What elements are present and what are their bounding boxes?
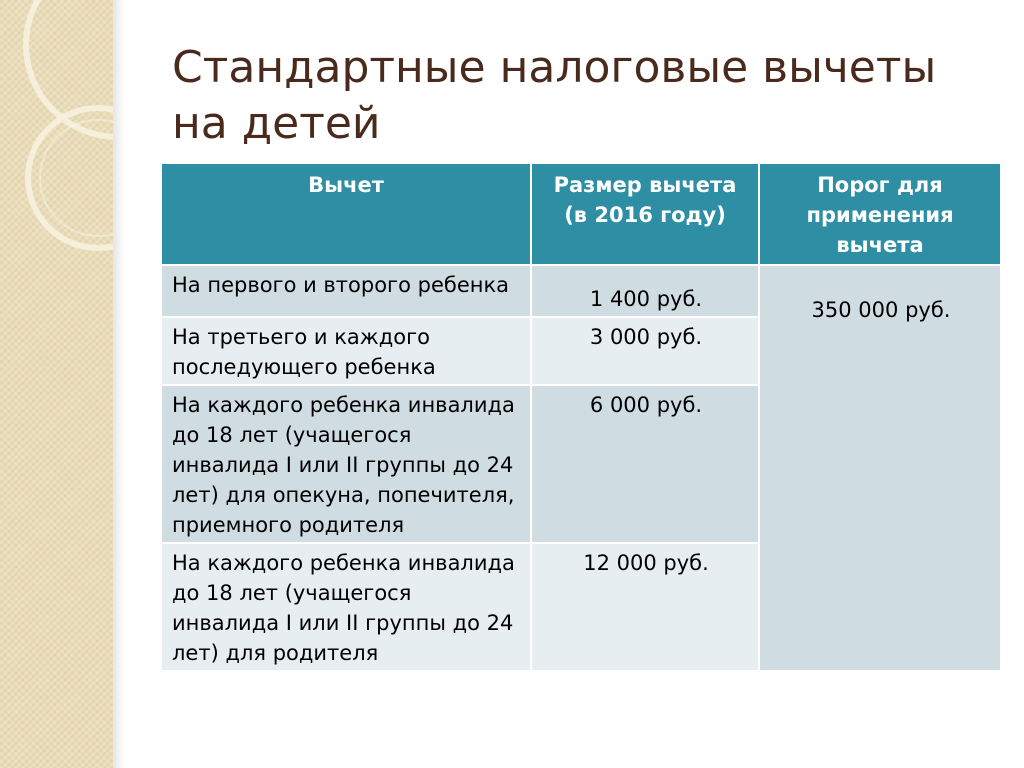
table-row (161, 265, 1001, 317)
deduction-cell: На третьего и каждого последующего ребенка (161, 317, 531, 385)
threshold-cell: 350 000 руб. (759, 265, 1001, 671)
deductions-table (160, 162, 1002, 672)
table-header-row (161, 163, 1001, 265)
decorative-circles-icon (0, 0, 113, 768)
amount-cell: 1 400 руб. (531, 265, 759, 317)
deduction-cell: На каждого ребенка инвалида до 18 лет (учащегося инвалида I или II группы до 24 лет) для родителя (161, 543, 531, 671)
deduction-cell: На каждого ребенка инвалида до 18 лет (учащегося инвалида I или II группы до 24 лет) для опекуна, попечителя, приемного родителя (161, 385, 531, 543)
amount-cell: 12 000 руб. (531, 543, 759, 671)
header-deduction: Вычет (161, 163, 531, 265)
strip-shadow (113, 0, 125, 768)
amount-cell: 6 000 руб. (531, 385, 759, 543)
decorative-side-strip (0, 0, 113, 768)
header-threshold: Порог для применения вычета (759, 163, 1001, 265)
deduction-cell: На первого и второго ребенка (161, 265, 531, 317)
slide-title: Стандартные налоговые вычеты на детей (172, 42, 937, 149)
amount-cell: 3 000 руб. (531, 317, 759, 385)
header-amount: Размер вычета (в 2016 году) (531, 163, 759, 265)
